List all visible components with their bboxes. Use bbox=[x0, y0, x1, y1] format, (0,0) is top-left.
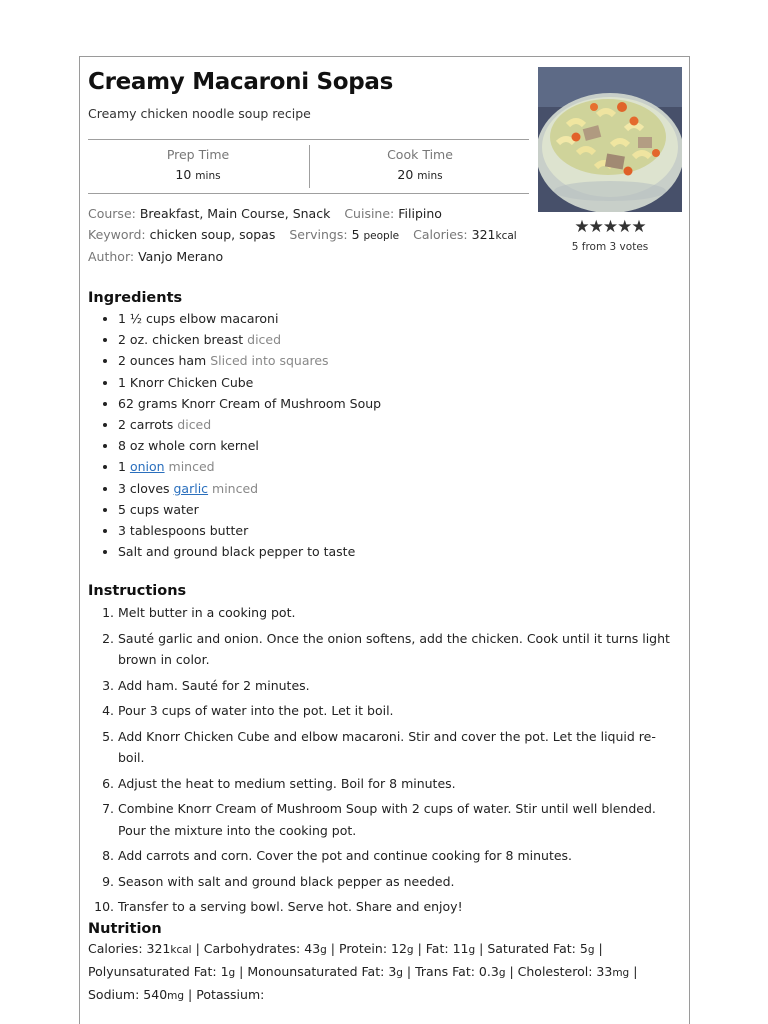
ingredient-note: minced bbox=[208, 480, 259, 496]
cuisine-label: Cuisine: bbox=[344, 206, 395, 221]
instructions-heading: Instructions bbox=[88, 583, 187, 599]
nutrition-heading: Nutrition bbox=[88, 921, 162, 937]
nutrition-unit: g bbox=[396, 967, 403, 979]
ingredient-text: 2 ounces ham bbox=[118, 353, 211, 369]
nutrition-item bbox=[88, 987, 184, 1002]
ingredient-item bbox=[118, 372, 678, 393]
nutrition-unit: mg bbox=[612, 967, 630, 979]
ingredient-text: 1 Knorr Chicken Cube bbox=[118, 374, 254, 390]
nutrition-unit: g bbox=[228, 967, 236, 979]
nutrition-label: Polyunsaturated Fat: bbox=[88, 964, 217, 979]
nutrition-item bbox=[88, 964, 235, 979]
nutrition-value: 1 bbox=[220, 964, 229, 979]
nutrition-value: 540 bbox=[143, 987, 168, 1002]
ingredient-text: 1 ½ cups elbow macaroni bbox=[118, 311, 279, 326]
nutrition-unit: g bbox=[320, 944, 327, 956]
ingredient-item bbox=[118, 499, 678, 520]
nutrition-value: 5 bbox=[579, 941, 588, 956]
nutrition-item bbox=[196, 987, 264, 1002]
keyword-label: Keyword: bbox=[88, 227, 146, 242]
instruction-step: 3. Add ham. Sauté for 2 minutes. bbox=[118, 675, 678, 697]
ingredient-note: diced bbox=[247, 332, 282, 348]
ingredient-item bbox=[118, 350, 678, 371]
divider bbox=[88, 193, 529, 194]
ingredient-text: 2 carrots bbox=[118, 417, 178, 433]
ingredient-link[interactable]: onion bbox=[129, 459, 165, 475]
ingredient-text: 2 oz. chicken breast bbox=[118, 332, 248, 348]
author-label: Author: bbox=[88, 249, 135, 264]
course-value: Breakfast, Main Course, Snack bbox=[139, 206, 331, 221]
ingredients-list bbox=[88, 308, 678, 562]
rating-votes: 5 from 3 votes bbox=[571, 241, 649, 253]
ingredient-item bbox=[118, 435, 678, 456]
keyword-value: chicken soup, sopas bbox=[149, 227, 276, 242]
ingredient-text: 3 cloves bbox=[118, 480, 174, 496]
cuisine-value: Filipino bbox=[398, 206, 442, 221]
nutrition-label: Trans Fat: bbox=[415, 964, 475, 979]
nutrition-unit: g bbox=[468, 944, 476, 956]
ingredient-item bbox=[118, 414, 678, 435]
servings-value: 5 bbox=[351, 227, 360, 242]
cook-time-label: Cook Time bbox=[387, 147, 453, 162]
ingredient-text: 3 tablespoons butter bbox=[118, 523, 249, 539]
instruction-step: 6. Adjust the heat to medium setting. Boil for 8 minutes. bbox=[118, 773, 678, 795]
instruction-step: 9. Season with salt and ground black pepper as needed. bbox=[118, 871, 678, 893]
instructions-list bbox=[88, 602, 678, 922]
nutrition-value: 3 bbox=[388, 964, 397, 979]
nutrition-unit: mg bbox=[167, 990, 185, 1002]
nutrition-item bbox=[204, 941, 327, 956]
ingredients-heading: Ingredients bbox=[88, 290, 183, 306]
rating-stars[interactable]: ★★★★★ bbox=[574, 217, 646, 237]
nutrition-item bbox=[415, 964, 505, 979]
meta-row-course bbox=[88, 206, 442, 221]
nutrition-unit: g bbox=[498, 967, 506, 979]
cook-time-unit: mins bbox=[417, 170, 443, 182]
instruction-step: 7. Combine Knorr Cream of Mushroom Soup with 2 cups of water. Stir until well blended. Pour the mixture into the cooking pot. bbox=[118, 798, 678, 841]
nutrition-label: Potassium: bbox=[196, 987, 265, 1002]
nutrition-item bbox=[426, 941, 475, 956]
recipe-card bbox=[79, 56, 690, 1024]
nutrition-item bbox=[487, 941, 594, 956]
calories-label: Calories: bbox=[413, 227, 468, 242]
recipe-title: Creamy Macaroni Sopas bbox=[88, 69, 394, 95]
cook-time bbox=[310, 147, 530, 182]
cook-time-number: 20 bbox=[397, 167, 414, 182]
nutrition-facts: Calories: 321kcal | Carbohydrates: 43g | Protein: 12g | Fat: 11g | Saturated Fat: 5g | Polyunsaturated Fat: 1g | Monounsaturated Fat: 3g | Trans Fat: 0.3g | Cholesterol: 33mg | Sodium: 540mg | Potassium: bbox=[88, 941, 638, 1002]
nutrition-label: Monounsaturated Fat: bbox=[247, 964, 385, 979]
nutrition-value: 43 bbox=[304, 941, 321, 956]
nutrition-value: 11 bbox=[452, 941, 469, 956]
instruction-step: 4. Pour 3 cups of water into the pot. Let it boil. bbox=[118, 700, 678, 722]
nutrition-item bbox=[247, 964, 403, 979]
calories-unit: kcal bbox=[495, 230, 517, 242]
instruction-step: 5. Add Knorr Chicken Cube and elbow macaroni. Stir and cover the pot. Let the liquid re-boil. bbox=[118, 726, 678, 769]
ingredient-note: Sliced into squares bbox=[210, 353, 329, 369]
ingredient-item bbox=[118, 478, 678, 499]
instruction-step: 2. Sauté garlic and onion. Once the onion softens, add the chicken. Cook until it turns light brown in color. bbox=[118, 628, 678, 671]
instruction-step: 10. Transfer to a serving bowl. Serve hot. Share and enjoy! bbox=[118, 896, 678, 918]
ingredient-item bbox=[118, 456, 678, 477]
ingredient-text: 5 cups water bbox=[118, 501, 199, 517]
prep-time-unit: mins bbox=[195, 170, 221, 182]
ingredient-text: 1 bbox=[118, 459, 130, 475]
nutrition-unit: kcal bbox=[170, 944, 192, 956]
ingredient-text: 8 oz whole corn kernel bbox=[118, 438, 259, 454]
nutrition-label: Cholesterol: bbox=[517, 964, 593, 979]
nutrition-value: 321 bbox=[146, 941, 171, 956]
meta-row-author bbox=[88, 249, 223, 264]
nutrition-label: Saturated Fat: bbox=[487, 941, 576, 956]
nutrition-item bbox=[339, 941, 414, 956]
nutrition-item bbox=[88, 941, 192, 956]
divider bbox=[88, 139, 529, 140]
nutrition-unit: g bbox=[406, 944, 414, 956]
instruction-step: 8. Add carrots and corn. Cover the pot and continue cooking for 8 minutes. bbox=[118, 845, 678, 867]
course-label: Course: bbox=[88, 206, 136, 221]
nutrition-value: 33 bbox=[596, 964, 613, 979]
ingredient-note: minced bbox=[164, 459, 215, 475]
recipe-photo bbox=[538, 67, 682, 212]
ingredient-text: 62 grams Knorr Cream of Mushroom Soup bbox=[118, 395, 382, 411]
ingredient-note: diced bbox=[177, 417, 212, 433]
nutrition-value: 12 bbox=[391, 941, 407, 956]
author-value: Vanjo Merano bbox=[138, 249, 224, 264]
nutrition-value: 0.3 bbox=[478, 964, 499, 979]
nutrition-unit: g bbox=[587, 944, 595, 956]
cook-time-value bbox=[310, 167, 530, 182]
nutrition-item bbox=[518, 964, 630, 979]
prep-time-number: 10 bbox=[175, 167, 192, 182]
prep-time-label: Prep Time bbox=[166, 147, 230, 162]
nutrition-label: Carbohydrates: bbox=[203, 941, 301, 956]
ingredient-link[interactable]: garlic bbox=[173, 480, 209, 496]
nutrition-label: Protein: bbox=[339, 941, 388, 956]
meta-row-keyword bbox=[88, 227, 517, 242]
nutrition-label: Sodium: bbox=[88, 987, 140, 1002]
instruction-step: 1. Melt butter in a cooking pot. bbox=[118, 602, 678, 624]
nutrition-label: Calories: bbox=[88, 941, 143, 956]
ingredient-item bbox=[118, 393, 678, 414]
nutrition-label: Fat: bbox=[425, 941, 449, 956]
calories-value: 321 bbox=[471, 227, 496, 242]
ingredient-item bbox=[118, 308, 678, 329]
ingredient-item bbox=[118, 329, 678, 350]
ingredient-item bbox=[118, 520, 678, 541]
servings-unit: people bbox=[363, 230, 400, 242]
prep-time-value bbox=[88, 167, 308, 182]
ingredient-text: Salt and ground black pepper to taste bbox=[118, 544, 356, 560]
servings-label: Servings: bbox=[289, 227, 348, 242]
recipe-summary: Creamy chicken noodle soup recipe bbox=[88, 106, 311, 121]
ingredient-item bbox=[118, 541, 678, 562]
prep-time bbox=[88, 147, 308, 182]
